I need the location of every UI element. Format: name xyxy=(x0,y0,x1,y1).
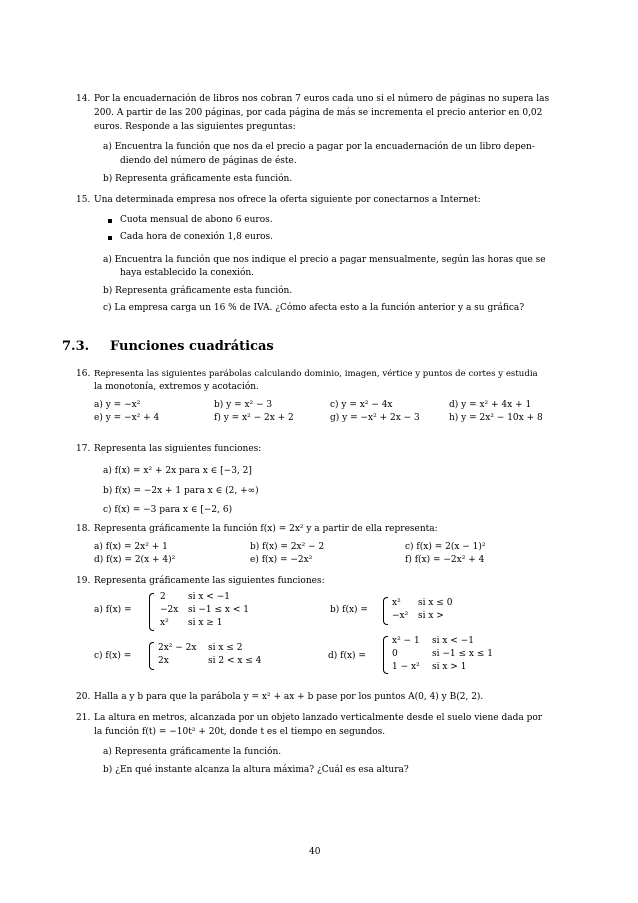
piecewise-d-expr: 1 − x² xyxy=(392,662,420,672)
section-number: 7.3. xyxy=(62,339,90,354)
problem-18-item: b) f(x) = 2x² − 2 xyxy=(250,542,325,552)
piecewise-b-label: b) f(x) = xyxy=(330,605,368,615)
problem-18-item: f) f(x) = −2x² + 4 xyxy=(405,555,485,565)
problem-14-a-line-2: diendo del número de páginas de éste. xyxy=(120,156,297,166)
problem-17-b: b) f(x) = −2x + 1 para x ∈ (2, +∞) xyxy=(103,486,259,496)
problem-17-number: 17. xyxy=(76,444,91,454)
left-brace-icon xyxy=(149,642,154,670)
piecewise-b-expr: −x² xyxy=(392,611,409,621)
problem-14-line-3: euros. Responde a las siguientes preguntas: xyxy=(94,122,296,132)
bullet-icon xyxy=(108,236,112,240)
section-title: Funciones cuadráticas xyxy=(110,339,274,354)
piecewise-d-expr: 0 xyxy=(392,649,398,659)
problem-17-c: c) f(x) = −3 para x ∈ [−2, 6) xyxy=(103,505,233,515)
problem-20-number: 20. xyxy=(76,692,91,702)
left-brace-icon xyxy=(383,597,388,625)
piecewise-c-label: c) f(x) = xyxy=(94,651,132,661)
piecewise-b-cond: si x ≤ 0 xyxy=(418,598,453,608)
problem-15-line-1: Una determinada empresa nos ofrece la oferta siguiente por conectarnos a Internet: xyxy=(94,195,481,205)
problem-16-item: c) y = x² − 4x xyxy=(330,400,393,410)
problem-14-number: 14. xyxy=(76,94,91,104)
problem-14-line-2: 200. A partir de las 200 páginas, por cada página de más se incrementa el precio anterior en 0,02 xyxy=(94,108,543,118)
problem-16-item: f) y = x² − 2x + 2 xyxy=(214,413,294,423)
left-brace-icon xyxy=(149,593,154,631)
piecewise-a-cond: si −1 ≤ x < 1 xyxy=(188,605,249,615)
problem-19-line-1: Representa gráficamente las siguientes funciones: xyxy=(94,576,325,586)
piecewise-a-expr: 2 xyxy=(160,592,166,602)
piecewise-a-expr: −2x xyxy=(160,605,179,615)
problem-18-item: d) f(x) = 2(x + 4)² xyxy=(94,555,176,565)
piecewise-b-cond: si x > xyxy=(418,611,444,621)
piecewise-d-cond: si x > 1 xyxy=(432,662,467,672)
problem-16-item: e) y = −x² + 4 xyxy=(94,413,160,423)
problem-18-item: a) f(x) = 2x² + 1 xyxy=(94,542,168,552)
problem-18-line-1: Representa gráficamente la función f(x) = 2x² y a partir de ella representa: xyxy=(94,524,438,534)
piecewise-c-cond: si 2 < x ≤ 4 xyxy=(208,656,262,666)
problem-16-item: b) y = x² − 3 xyxy=(214,400,273,410)
problem-15-a-line-2: haya establecido la conexión. xyxy=(120,268,255,278)
problem-21-number: 21. xyxy=(76,713,91,723)
problem-15-bullet-2: Cada hora de conexión 1,8 euros. xyxy=(120,232,274,242)
problem-15-bullet-1: Cuota mensual de abono 6 euros. xyxy=(120,215,273,225)
problem-16-item: a) y = −x² xyxy=(94,400,141,410)
problem-19-number: 19. xyxy=(76,576,91,586)
problem-15-number: 15. xyxy=(76,195,91,205)
problem-16-line-2: la monotonía, extremos y acotación. xyxy=(94,382,259,392)
piecewise-c-expr: 2x xyxy=(158,656,169,666)
problem-18-item: e) f(x) = −2x² xyxy=(250,555,313,565)
problem-14-line-1: Por la encuadernación de libros nos cobran 7 euros cada uno si el número de páginas no supera las xyxy=(94,94,550,104)
problem-16-number: 16. xyxy=(76,369,91,379)
bullet-icon xyxy=(108,219,112,223)
piecewise-c-expr: 2x² − 2x xyxy=(158,643,197,653)
piecewise-a-expr: x² xyxy=(160,618,169,628)
problem-21-a: a) Representa gráficamente la función. xyxy=(103,747,282,757)
piecewise-c-cond: si x ≤ 2 xyxy=(208,643,243,653)
piecewise-b-expr: x² xyxy=(392,598,401,608)
problem-21-line-1: La altura en metros, alcanzada por un objeto lanzado verticalmente desde el suelo viene dada por xyxy=(94,713,543,723)
problem-21-line-2: la función f(t) = −10t² + 20t, donde t es el tiempo en segundos. xyxy=(94,727,386,737)
page-number: 40 xyxy=(309,847,321,857)
piecewise-d-expr: x² − 1 xyxy=(392,636,420,646)
problem-18-number: 18. xyxy=(76,524,91,534)
problem-14-a-line-1: a) Encuentra la función que nos da el precio a pagar por la encuadernación de un libro depen- xyxy=(103,142,535,152)
piecewise-a-cond: si x < −1 xyxy=(188,592,230,602)
problem-14-b: b) Representa gráficamente esta función. xyxy=(103,174,293,184)
piecewise-d-cond: si −1 ≤ x ≤ 1 xyxy=(432,649,493,659)
problem-16-line-1: Representa las siguientes parábolas calculando dominio, imagen, vértice y puntos de cortes y estudia xyxy=(94,369,538,379)
problem-17-line-1: Representa las siguientes funciones: xyxy=(94,444,262,454)
problem-16-item: g) y = −x² + 2x − 3 xyxy=(330,413,420,423)
problem-16-item: d) y = x² + 4x + 1 xyxy=(449,400,532,410)
left-brace-icon xyxy=(383,636,388,674)
problem-15-a-line-1: a) Encuentra la función que nos indique el precio a pagar mensualmente, según las horas que se xyxy=(103,255,546,265)
problem-15-b: b) Representa gráficamente esta función. xyxy=(103,286,293,296)
problem-16-item: h) y = 2x² − 10x + 8 xyxy=(449,413,543,423)
problem-20-line-1: Halla a y b para que la parábola y = x² + ax + b pase por los puntos A(0, 4) y B(2, 2). xyxy=(94,692,484,702)
piecewise-a-cond: si x ≥ 1 xyxy=(188,618,223,628)
problem-17-a: a) f(x) = x² + 2x para x ∈ [−3, 2] xyxy=(103,466,252,476)
piecewise-a-label: a) f(x) = xyxy=(94,605,132,615)
problem-15-c: c) La empresa carga un 16 % de IVA. ¿Cómo afecta esto a la función anterior y a su gráfica? xyxy=(103,303,525,313)
piecewise-d-cond: si x < −1 xyxy=(432,636,474,646)
problem-21-b: b) ¿En qué instante alcanza la altura máxima? ¿Cuál es esa altura? xyxy=(103,765,409,775)
problem-18-item: c) f(x) = 2(x − 1)² xyxy=(405,542,486,552)
piecewise-d-label: d) f(x) = xyxy=(328,651,366,661)
